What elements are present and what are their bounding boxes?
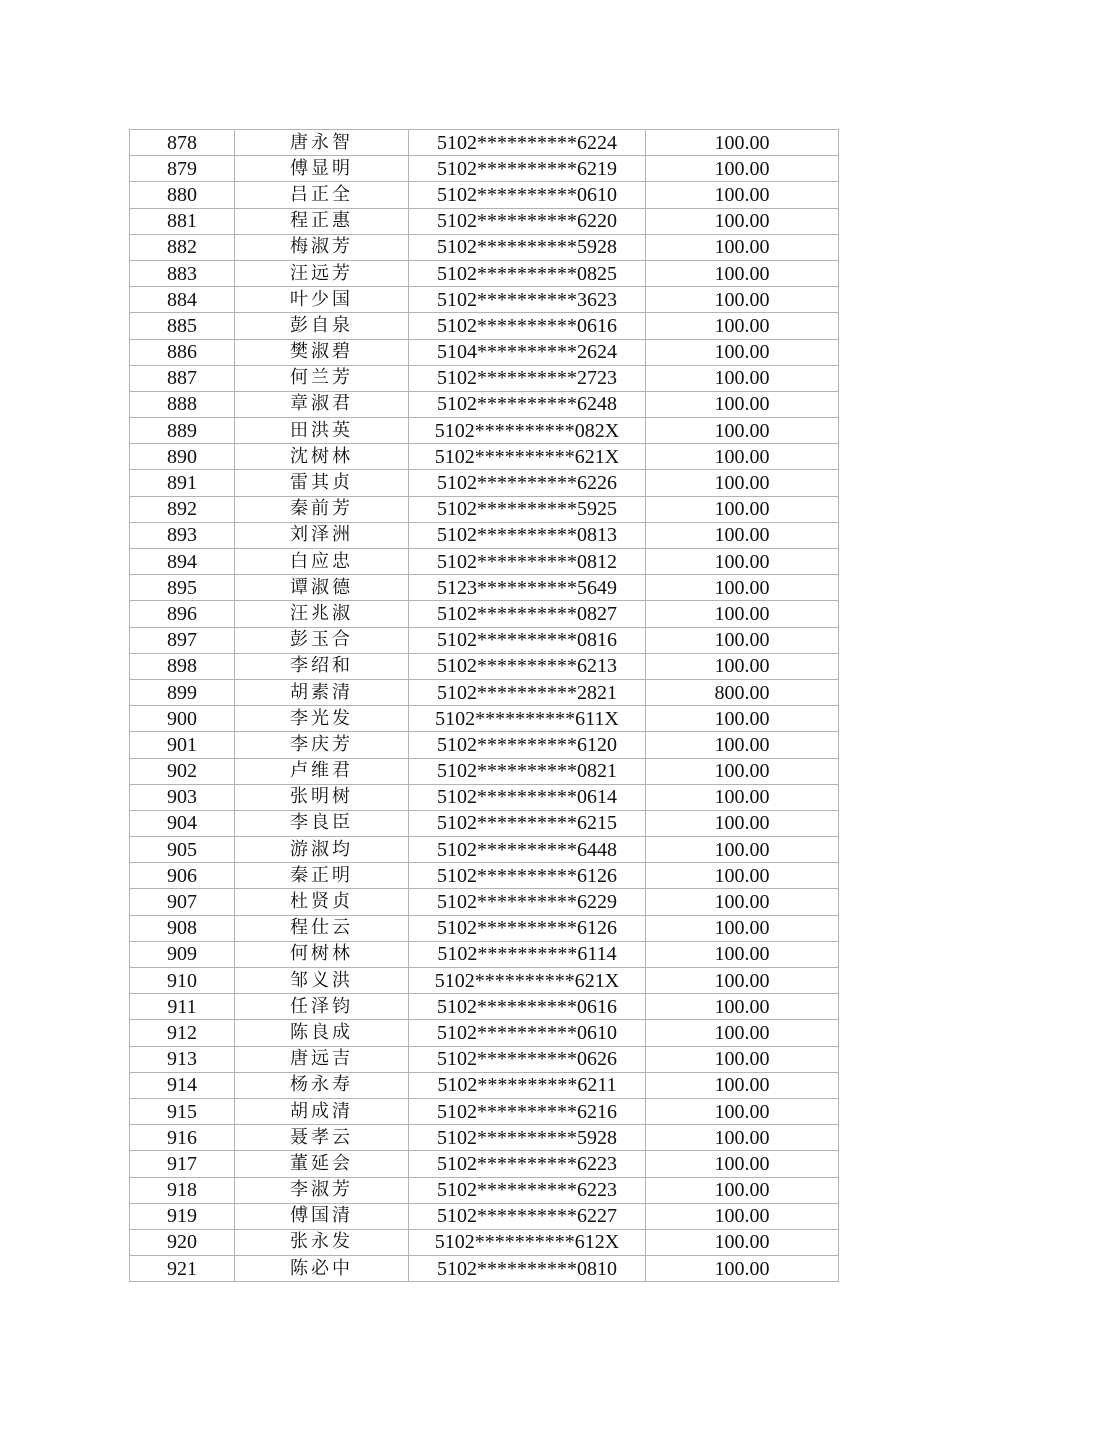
cell-amount: 100.00 xyxy=(646,994,839,1020)
cell-amount: 100.00 xyxy=(646,339,839,365)
cell-id-number: 5102**********621X xyxy=(409,444,646,470)
cell-row-number: 912 xyxy=(130,1020,235,1046)
cell-row-number: 913 xyxy=(130,1046,235,1072)
cell-name: 李光发 xyxy=(235,706,409,732)
cell-row-number: 880 xyxy=(130,182,235,208)
table-row xyxy=(130,1072,839,1098)
cell-amount: 100.00 xyxy=(646,1072,839,1098)
cell-id-number: 5102**********6448 xyxy=(409,837,646,863)
cell-id-number: 5102**********0827 xyxy=(409,601,646,627)
table-row xyxy=(130,810,839,836)
cell-name: 陈必中 xyxy=(235,1256,409,1282)
cell-row-number: 909 xyxy=(130,941,235,967)
cell-name: 张永发 xyxy=(235,1229,409,1255)
cell-name: 杨永寿 xyxy=(235,1072,409,1098)
cell-name: 何兰芳 xyxy=(235,365,409,391)
cell-id-number: 5102**********6126 xyxy=(409,863,646,889)
cell-name: 梅淑芳 xyxy=(235,234,409,260)
table-row xyxy=(130,706,839,732)
table-row xyxy=(130,758,839,784)
cell-amount: 100.00 xyxy=(646,784,839,810)
cell-amount: 100.00 xyxy=(646,1046,839,1072)
cell-row-number: 896 xyxy=(130,601,235,627)
cell-amount: 100.00 xyxy=(646,837,839,863)
cell-name: 章淑君 xyxy=(235,391,409,417)
cell-id-number: 5102**********621X xyxy=(409,968,646,994)
table-row xyxy=(130,182,839,208)
table-row xyxy=(130,339,839,365)
cell-amount: 100.00 xyxy=(646,601,839,627)
cell-row-number: 918 xyxy=(130,1177,235,1203)
cell-id-number: 5102**********6224 xyxy=(409,130,646,156)
table-row xyxy=(130,863,839,889)
cell-name: 吕正全 xyxy=(235,182,409,208)
table-row xyxy=(130,444,839,470)
cell-row-number: 920 xyxy=(130,1229,235,1255)
cell-amount: 800.00 xyxy=(646,679,839,705)
cell-row-number: 915 xyxy=(130,1098,235,1124)
cell-id-number: 5102**********5928 xyxy=(409,234,646,260)
cell-amount: 100.00 xyxy=(646,365,839,391)
cell-name: 秦正明 xyxy=(235,863,409,889)
cell-row-number: 917 xyxy=(130,1151,235,1177)
cell-row-number: 908 xyxy=(130,915,235,941)
cell-row-number: 889 xyxy=(130,418,235,444)
cell-id-number: 5102**********6220 xyxy=(409,208,646,234)
cell-id-number: 5104**********2624 xyxy=(409,339,646,365)
table-row xyxy=(130,1020,839,1046)
cell-name: 程正惠 xyxy=(235,208,409,234)
cell-amount: 100.00 xyxy=(646,156,839,182)
cell-name: 秦前芳 xyxy=(235,496,409,522)
cell-name: 叶少国 xyxy=(235,287,409,313)
cell-amount: 100.00 xyxy=(646,810,839,836)
cell-amount: 100.00 xyxy=(646,313,839,339)
table-row xyxy=(130,968,839,994)
table-row xyxy=(130,627,839,653)
cell-row-number: 904 xyxy=(130,810,235,836)
cell-row-number: 894 xyxy=(130,549,235,575)
cell-amount: 100.00 xyxy=(646,287,839,313)
table-row xyxy=(130,234,839,260)
cell-amount: 100.00 xyxy=(646,549,839,575)
cell-row-number: 901 xyxy=(130,732,235,758)
table-row xyxy=(130,575,839,601)
cell-name: 李淑芳 xyxy=(235,1177,409,1203)
cell-row-number: 900 xyxy=(130,706,235,732)
cell-row-number: 897 xyxy=(130,627,235,653)
cell-id-number: 5102**********6126 xyxy=(409,915,646,941)
cell-amount: 100.00 xyxy=(646,234,839,260)
table-row xyxy=(130,522,839,548)
cell-id-number: 5102**********0616 xyxy=(409,313,646,339)
table-row xyxy=(130,470,839,496)
cell-name: 董延会 xyxy=(235,1151,409,1177)
cell-amount: 100.00 xyxy=(646,444,839,470)
cell-name: 张明树 xyxy=(235,784,409,810)
cell-amount: 100.00 xyxy=(646,260,839,286)
cell-name: 胡成清 xyxy=(235,1098,409,1124)
cell-name: 唐远吉 xyxy=(235,1046,409,1072)
cell-row-number: 898 xyxy=(130,653,235,679)
table-row xyxy=(130,601,839,627)
cell-id-number: 5102**********6223 xyxy=(409,1177,646,1203)
cell-row-number: 879 xyxy=(130,156,235,182)
cell-id-number: 5102**********611X xyxy=(409,706,646,732)
cell-name: 彭玉合 xyxy=(235,627,409,653)
cell-id-number: 5102**********6229 xyxy=(409,889,646,915)
table-row xyxy=(130,496,839,522)
cell-row-number: 892 xyxy=(130,496,235,522)
table-row xyxy=(130,549,839,575)
cell-amount: 100.00 xyxy=(646,915,839,941)
cell-row-number: 887 xyxy=(130,365,235,391)
table-row xyxy=(130,1203,839,1229)
cell-row-number: 881 xyxy=(130,208,235,234)
cell-amount: 100.00 xyxy=(646,706,839,732)
cell-amount: 100.00 xyxy=(646,758,839,784)
table-row xyxy=(130,418,839,444)
cell-id-number: 5102**********0610 xyxy=(409,182,646,208)
cell-row-number: 921 xyxy=(130,1256,235,1282)
cell-name: 邹义洪 xyxy=(235,968,409,994)
cell-row-number: 911 xyxy=(130,994,235,1020)
cell-amount: 100.00 xyxy=(646,575,839,601)
cell-name: 白应忠 xyxy=(235,549,409,575)
cell-amount: 100.00 xyxy=(646,1125,839,1151)
cell-id-number: 5102**********082X xyxy=(409,418,646,444)
cell-row-number: 899 xyxy=(130,679,235,705)
cell-row-number: 893 xyxy=(130,522,235,548)
cell-row-number: 907 xyxy=(130,889,235,915)
table-row xyxy=(130,1125,839,1151)
cell-row-number: 919 xyxy=(130,1203,235,1229)
cell-name: 樊淑碧 xyxy=(235,339,409,365)
cell-id-number: 5102**********3623 xyxy=(409,287,646,313)
cell-amount: 100.00 xyxy=(646,732,839,758)
cell-name: 刘泽洲 xyxy=(235,522,409,548)
table-row xyxy=(130,679,839,705)
cell-row-number: 886 xyxy=(130,339,235,365)
cell-id-number: 5102**********0821 xyxy=(409,758,646,784)
cell-id-number: 5102**********0614 xyxy=(409,784,646,810)
cell-id-number: 5102**********5925 xyxy=(409,496,646,522)
cell-name: 杜贤贞 xyxy=(235,889,409,915)
cell-row-number: 910 xyxy=(130,968,235,994)
cell-row-number: 884 xyxy=(130,287,235,313)
cell-id-number: 5102**********0825 xyxy=(409,260,646,286)
cell-name: 唐永智 xyxy=(235,130,409,156)
cell-id-number: 5102**********6213 xyxy=(409,653,646,679)
cell-id-number: 5102**********6227 xyxy=(409,1203,646,1229)
cell-name: 田洪英 xyxy=(235,418,409,444)
cell-id-number: 5102**********6223 xyxy=(409,1151,646,1177)
cell-amount: 100.00 xyxy=(646,1098,839,1124)
cell-name: 汪兆淑 xyxy=(235,601,409,627)
table-row xyxy=(130,208,839,234)
cell-id-number: 5102**********2821 xyxy=(409,679,646,705)
cell-amount: 100.00 xyxy=(646,496,839,522)
cell-row-number: 882 xyxy=(130,234,235,260)
cell-row-number: 906 xyxy=(130,863,235,889)
cell-amount: 100.00 xyxy=(646,653,839,679)
table-row xyxy=(130,391,839,417)
cell-name: 沈树林 xyxy=(235,444,409,470)
cell-amount: 100.00 xyxy=(646,889,839,915)
cell-amount: 100.00 xyxy=(646,391,839,417)
data-table xyxy=(129,129,839,1282)
cell-id-number: 5102**********6219 xyxy=(409,156,646,182)
cell-amount: 100.00 xyxy=(646,863,839,889)
table-row xyxy=(130,889,839,915)
table-row xyxy=(130,260,839,286)
cell-amount: 100.00 xyxy=(646,1203,839,1229)
cell-name: 任泽钧 xyxy=(235,994,409,1020)
cell-name: 傅国清 xyxy=(235,1203,409,1229)
cell-id-number: 5102**********5928 xyxy=(409,1125,646,1151)
cell-row-number: 905 xyxy=(130,837,235,863)
table-row xyxy=(130,130,839,156)
cell-amount: 100.00 xyxy=(646,1229,839,1255)
table-row xyxy=(130,732,839,758)
cell-id-number: 5102**********0616 xyxy=(409,994,646,1020)
table-row xyxy=(130,1177,839,1203)
cell-id-number: 5102**********0812 xyxy=(409,549,646,575)
cell-amount: 100.00 xyxy=(646,968,839,994)
cell-amount: 100.00 xyxy=(646,627,839,653)
table-row xyxy=(130,1151,839,1177)
cell-row-number: 883 xyxy=(130,260,235,286)
cell-amount: 100.00 xyxy=(646,470,839,496)
cell-amount: 100.00 xyxy=(646,182,839,208)
cell-amount: 100.00 xyxy=(646,418,839,444)
table-row xyxy=(130,1256,839,1282)
table-row xyxy=(130,1046,839,1072)
cell-amount: 100.00 xyxy=(646,1151,839,1177)
cell-row-number: 890 xyxy=(130,444,235,470)
cell-amount: 100.00 xyxy=(646,1177,839,1203)
cell-id-number: 5102**********6216 xyxy=(409,1098,646,1124)
cell-name: 程仕云 xyxy=(235,915,409,941)
cell-id-number: 5102**********6248 xyxy=(409,391,646,417)
cell-id-number: 5102**********0610 xyxy=(409,1020,646,1046)
cell-id-number: 5102**********6226 xyxy=(409,470,646,496)
table-row xyxy=(130,1098,839,1124)
cell-row-number: 885 xyxy=(130,313,235,339)
cell-name: 雷其贞 xyxy=(235,470,409,496)
cell-name: 彭自泉 xyxy=(235,313,409,339)
cell-name: 陈良成 xyxy=(235,1020,409,1046)
cell-row-number: 903 xyxy=(130,784,235,810)
table-row xyxy=(130,287,839,313)
cell-name: 聂孝云 xyxy=(235,1125,409,1151)
table-body xyxy=(130,130,839,1282)
cell-id-number: 5102**********0626 xyxy=(409,1046,646,1072)
cell-row-number: 916 xyxy=(130,1125,235,1151)
table-row xyxy=(130,313,839,339)
cell-name: 胡素清 xyxy=(235,679,409,705)
cell-id-number: 5123**********5649 xyxy=(409,575,646,601)
table-row xyxy=(130,784,839,810)
cell-id-number: 5102**********0813 xyxy=(409,522,646,548)
cell-name: 游淑均 xyxy=(235,837,409,863)
cell-id-number: 5102**********6114 xyxy=(409,941,646,967)
cell-row-number: 914 xyxy=(130,1072,235,1098)
cell-amount: 100.00 xyxy=(646,1020,839,1046)
cell-name: 汪远芳 xyxy=(235,260,409,286)
cell-amount: 100.00 xyxy=(646,1256,839,1282)
table-row xyxy=(130,994,839,1020)
cell-name: 李良臣 xyxy=(235,810,409,836)
table-row xyxy=(130,156,839,182)
cell-id-number: 5102**********612X xyxy=(409,1229,646,1255)
cell-id-number: 5102**********2723 xyxy=(409,365,646,391)
cell-id-number: 5102**********6120 xyxy=(409,732,646,758)
cell-id-number: 5102**********0810 xyxy=(409,1256,646,1282)
cell-row-number: 902 xyxy=(130,758,235,784)
cell-name: 卢维君 xyxy=(235,758,409,784)
cell-name: 李庆芳 xyxy=(235,732,409,758)
table-row xyxy=(130,941,839,967)
cell-amount: 100.00 xyxy=(646,522,839,548)
cell-row-number: 891 xyxy=(130,470,235,496)
table-row xyxy=(130,915,839,941)
cell-amount: 100.00 xyxy=(646,208,839,234)
cell-id-number: 5102**********0816 xyxy=(409,627,646,653)
cell-name: 傅显明 xyxy=(235,156,409,182)
table-row xyxy=(130,365,839,391)
cell-name: 谭淑德 xyxy=(235,575,409,601)
cell-row-number: 878 xyxy=(130,130,235,156)
table-row xyxy=(130,1229,839,1255)
cell-name: 何树林 xyxy=(235,941,409,967)
cell-row-number: 888 xyxy=(130,391,235,417)
cell-id-number: 5102**********6211 xyxy=(409,1072,646,1098)
cell-row-number: 895 xyxy=(130,575,235,601)
cell-amount: 100.00 xyxy=(646,130,839,156)
table-row xyxy=(130,653,839,679)
cell-name: 李绍和 xyxy=(235,653,409,679)
table-row xyxy=(130,837,839,863)
cell-amount: 100.00 xyxy=(646,941,839,967)
cell-id-number: 5102**********6215 xyxy=(409,810,646,836)
